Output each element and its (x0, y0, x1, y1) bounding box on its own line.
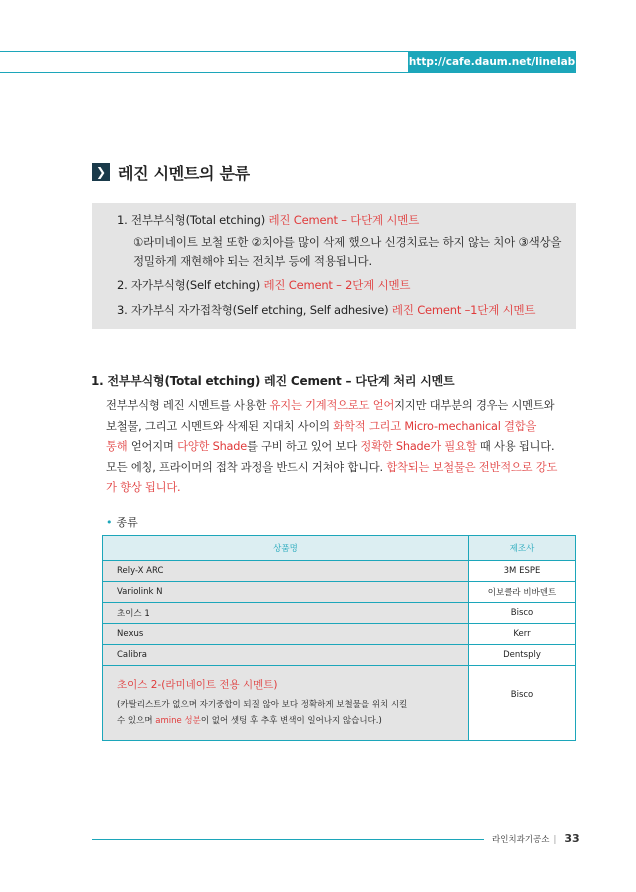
footer: 라인치과기공소 | 33 (492, 832, 580, 845)
choice2-desc-2: 수 있으며 amine 성분이 없어 셋팅 후 추후 변색이 일어나지 않습니다.) (117, 716, 382, 726)
choice2-cell (103, 666, 469, 741)
bullet-dot-icon: • (106, 516, 113, 529)
section-heading (92, 160, 250, 184)
choice2-title: 초이스 2-(라미네이트 전용 시멘트) (117, 679, 278, 691)
table-row: Variolink N 이보클라 비바덴트 (103, 582, 576, 603)
subsection-title: 1. 전부부식형(Total etching) 레진 Cement – 다단계 처리 시멘트 (91, 374, 455, 388)
summary-line-1: 1. 전부부식형(Total etching) 레진 Cement – 다단계 시멘트 (117, 213, 420, 227)
footer-rule (92, 839, 484, 840)
summary-line-5: 3. 자가부식 자가접착형(Self etching, Self adhesive) 레진 Cement –1단계 시멘트 (117, 303, 536, 317)
table-row: Nexus Kerr (103, 624, 576, 645)
summary-line-3: 정밀하게 재현해야 되는 전치부 등에 적용됩니다. (133, 254, 372, 268)
chevron-right-icon: ❯ (92, 163, 110, 181)
summary-line-2: ①라미네이트 보철 또한 ②치아를 많이 삭제 했으나 신경치료는 하지 않는 치아 ③색상을 (133, 235, 562, 249)
bullet-heading: • 종류 (106, 516, 138, 529)
product-table (102, 535, 576, 741)
table-row: Rely-X ARC 3M ESPE (103, 561, 576, 582)
table-row: 초이스 1 Bisco (103, 603, 576, 624)
header-maker: 제조사 (469, 536, 576, 561)
header-product: 상품명 (103, 536, 469, 561)
page-number: 33 (564, 832, 580, 845)
table-row: Calibra Dentsply (103, 645, 576, 666)
choice2-desc-1: (카탈리스트가 없으며 자기중합이 되질 않아 보다 정확하게 보철물을 위치 시킬 (117, 700, 408, 710)
choice2-maker: Bisco (469, 666, 576, 741)
section-title: 레진 시멘트의 분류 (118, 163, 250, 183)
body-paragraph: 전부부식형 레진 시멘트를 사용한 유지는 기계적으로도 얻어지지만 대부분의 경우는 시멘트와 보철물, 그리고 시멘트와 삭제된 지대치 사이의 화학적 그리고 Micro-mechanical 결합을 통해 얻어지며 다양한 Shade를 구비 하고 있어 보다 정확한 Shade가 필요할 때 사용 됩니다. 모든 에칭, 프라이머의 접착 과정을 반드시 거쳐야 합니다. 합착되는 보철물은 전반적으로 강도 가 향상 됩니다. (106, 399, 558, 494)
cafe-url[interactable]: http://cafe.daum.net/linelab (408, 51, 576, 73)
summary-line-4: 2. 자가부식형(Self etching) 레진 Cement – 2단계 시멘트 (117, 278, 411, 292)
table-row (103, 666, 576, 741)
